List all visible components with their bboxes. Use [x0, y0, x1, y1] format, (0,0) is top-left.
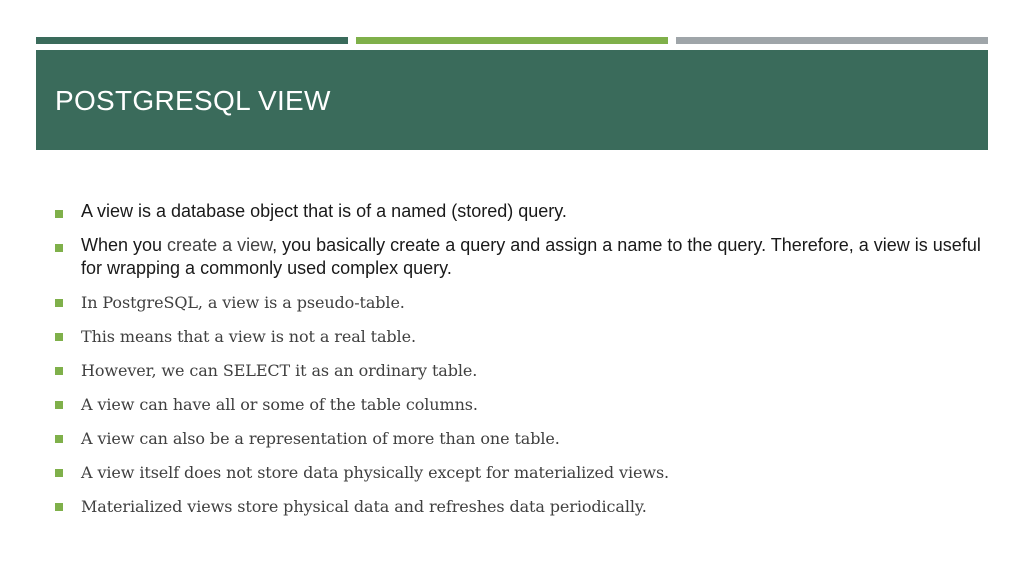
list-item — [55, 393, 985, 416]
list-item — [55, 495, 985, 518]
list-item — [55, 461, 985, 484]
square-bullet-icon — [55, 435, 63, 443]
top-accent-bar-green — [356, 37, 668, 44]
list-item — [55, 427, 985, 450]
list-item — [55, 234, 985, 280]
top-accent-bar-dark — [36, 37, 348, 44]
list-item-text: A view is a database object that is of a named (stored) query. — [81, 201, 567, 221]
bullet-list — [55, 200, 985, 529]
slide-title: POSTGRESQL VIEW — [55, 85, 331, 116]
square-bullet-icon — [55, 401, 63, 409]
list-item-text: In PostgreSQL, a view is a pseudo-table. — [81, 293, 405, 312]
title-band — [36, 50, 988, 150]
list-item — [55, 291, 985, 314]
list-item-text: A view can have all or some of the table columns. — [81, 395, 478, 414]
square-bullet-icon — [55, 299, 63, 307]
list-item-text: However, we can SELECT it as an ordinary table. — [81, 361, 478, 380]
top-accent-bar-gray — [676, 37, 988, 44]
square-bullet-icon — [55, 367, 63, 375]
list-item-text — [81, 234, 985, 280]
list-item-text: Materialized views store physical data and refreshes data periodically. — [81, 497, 647, 516]
square-bullet-icon — [55, 503, 63, 511]
list-item — [55, 200, 985, 223]
list-item-text: This means that a view is not a real table. — [81, 327, 416, 346]
square-bullet-icon — [55, 210, 63, 218]
square-bullet-icon — [55, 244, 63, 252]
list-item-text-before: When you — [81, 235, 168, 255]
square-bullet-icon — [55, 333, 63, 341]
list-item-text: A view itself does not store data physically except for materialized views. — [81, 463, 670, 482]
square-bullet-icon — [55, 469, 63, 477]
list-item — [55, 325, 985, 348]
create-view-link[interactable]: create a view — [167, 235, 273, 255]
list-item-text-after: , you basically create a query and assign a name to the query. Therefore, a view is useful for wrapping a commonly used complex query. — [81, 235, 981, 278]
list-item-text: A view can also be a representation of more than one table. — [81, 429, 560, 448]
list-item — [55, 359, 985, 382]
